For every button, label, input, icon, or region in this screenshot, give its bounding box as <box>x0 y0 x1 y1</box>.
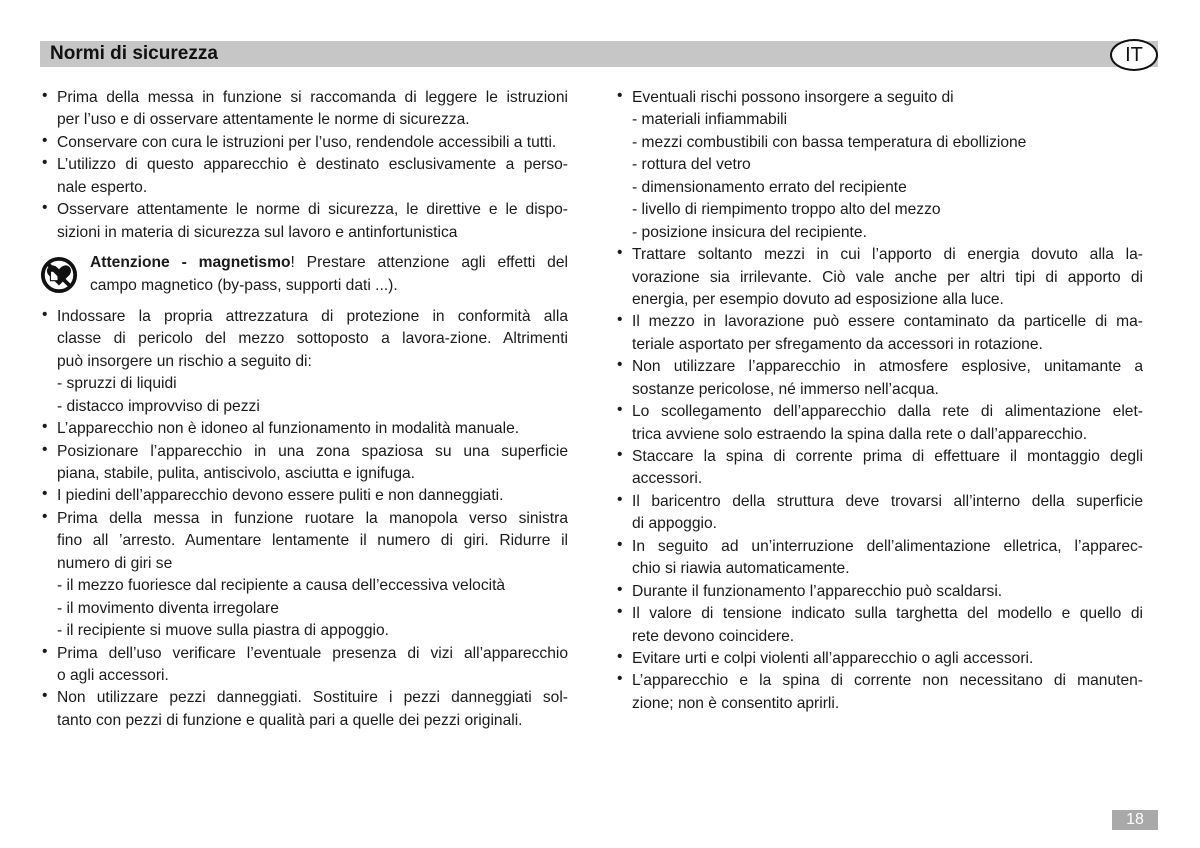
list-item-line: nale esperto. <box>57 178 148 196</box>
bullet-list <box>615 87 1143 715</box>
warning-line: campo magnetico (by-pass, supporti dati ...). <box>90 276 398 294</box>
bullet-icon: • <box>42 305 48 323</box>
list-item-line: - distacco improvviso di pezzi <box>57 397 260 415</box>
bullet-icon: • <box>617 490 623 508</box>
list-item-line: - mezzi combustibili con bassa temperatura di ebollizione <box>632 133 1027 151</box>
bullet-icon: • <box>617 356 623 374</box>
list-item-line: numero di giri se <box>57 554 173 572</box>
bullet-icon: • <box>42 440 48 458</box>
list-item-line: Evitare urti e colpi violenti all’apparecchio o agli accessori. <box>632 649 1034 667</box>
bullet-icon: • <box>617 535 623 553</box>
list-item-line: zione; non è consentito aprirli. <box>632 694 840 712</box>
list-item <box>40 643 568 688</box>
list-item <box>615 581 1143 603</box>
list-item <box>40 441 568 486</box>
list-item <box>615 491 1143 536</box>
list-item <box>40 418 568 440</box>
list-item-line: rete devono coincidere. <box>632 627 795 645</box>
magnetism-warning <box>40 252 568 297</box>
list-item-line: Non utilizzare pezzi danneggiati. Sostituire i pezzi danneggiati sol- <box>57 689 568 707</box>
list-item-line: di appoggio. <box>632 515 717 533</box>
warning-title: Attenzione - magnetismo <box>90 254 291 272</box>
right-column <box>615 87 1143 715</box>
bullet-icon: • <box>617 603 623 621</box>
list-item <box>615 603 1143 648</box>
list-item-line: Prima della messa in funzione si raccomanda di leggere le istruzioni <box>57 89 568 106</box>
bullet-list <box>40 306 568 732</box>
bullet-icon: • <box>617 580 623 598</box>
list-item-line: fino all ’arresto. Aumentare lentamente il numero di giri. Ridurre il <box>57 532 568 550</box>
warning-text: ! Prestare attenzione agli effetti del <box>290 254 568 272</box>
list-item-line: vorazione sia irrilevante. Ciò vale anche per altri tipi di apporto di <box>632 268 1143 286</box>
bullet-list <box>40 87 568 244</box>
list-item <box>615 670 1143 715</box>
list-item <box>40 508 568 643</box>
language-badge: IT <box>1110 39 1158 71</box>
list-item-line: Non utilizzare l’apparecchio in atmosfere esplosive, unitamante a <box>632 358 1143 376</box>
list-item-line: Prima della messa in funzione ruotare la manopola verso sinistra <box>57 509 568 527</box>
bullet-icon: • <box>617 647 623 665</box>
bullet-icon: • <box>42 131 48 149</box>
list-item-line: tanto con pezzi di funzione e qualità pari a quelle dei pezzi originali. <box>57 711 523 729</box>
list-item <box>40 485 568 507</box>
list-item-line: Il baricentro della struttura deve trovarsi all’interno della superficie <box>632 492 1143 510</box>
bullet-icon: • <box>617 670 623 688</box>
list-item <box>40 154 568 199</box>
list-item-line: Prima dell’uso verificare l’eventuale presenza di vizi all’apparecchio <box>57 644 568 662</box>
list-item-line: In seguito ad un’interruzione dell’alimentazione elletrica, l’apparec- <box>632 537 1143 555</box>
list-item-line: o agli accessori. <box>57 666 169 684</box>
bullet-icon: • <box>42 642 48 660</box>
list-item-line: Posizionare l’apparecchio in una zona spaziosa su una superficie <box>57 442 568 460</box>
list-item <box>615 356 1143 401</box>
page-number: 18 <box>1112 810 1158 830</box>
list-item-line: Osservare attentamente le norme di sicurezza, le direttive e le dispo- <box>57 201 568 219</box>
list-item <box>40 132 568 154</box>
left-column <box>40 87 568 732</box>
list-item-line: Lo scollegamento dell’apparecchio dalla rete di alimentazione elet- <box>632 403 1143 421</box>
bullet-icon: • <box>617 87 623 104</box>
list-item-line: - il recipiente si muove sulla piastra di appoggio. <box>57 622 389 640</box>
list-item-line: piana, stabile, pulita, antiscivolo, asciutta e ignifuga. <box>57 465 416 482</box>
list-item-line: per l’uso e di osservare attentamente le norme di sicurezza. <box>57 111 470 129</box>
bullet-icon: • <box>42 199 48 217</box>
list-item-line: classe di pericolo del mezzo sottoposto a lavora-zione. Altrimenti <box>57 330 568 348</box>
list-item-line: sizioni in materia di sicurezza sul lavoro e antinfortunistica <box>57 223 458 241</box>
list-item-line: L’apparecchio e la spina di corrente non necessitano di manuten- <box>632 672 1143 690</box>
list-item-line: energia, per esempio dovuto ad esposizione alla luce. <box>632 290 1004 308</box>
bullet-icon: • <box>42 485 48 503</box>
list-item-line: Conservare con cura le istruzioni per l’uso, rendendole accessibili a tutti. <box>57 133 557 151</box>
list-item-line: chio si riawia automaticamente. <box>632 560 850 578</box>
no-pacemaker-icon <box>40 256 78 294</box>
list-item-line: - rottura del vetro <box>632 156 751 174</box>
list-item-line: Durante il funzionamento l’apparecchio può scaldarsi. <box>632 582 1003 600</box>
list-item <box>615 648 1143 670</box>
list-item <box>615 536 1143 581</box>
list-item-line: - materiali infiammabili <box>632 111 788 129</box>
list-item-line: Il valore di tensione indicato sulla targhetta del modello e quello di <box>632 605 1143 623</box>
list-item-line: sostanze pericolose, né immerso nell’acqua. <box>632 380 939 398</box>
list-item-line: L’apparecchio non è idoneo al funzionamento in modalità manuale. <box>57 420 520 438</box>
list-item-line: Indossare la propria attrezzatura di protezione in conformità alla <box>57 307 568 325</box>
bullet-icon: • <box>42 87 48 104</box>
section-title: Normi di sicurezza <box>50 43 218 64</box>
list-item-line: - spruzzi di liquidi <box>57 375 177 393</box>
bullet-icon: • <box>42 418 48 436</box>
list-item-line: - posizione insicura del recipiente. <box>632 223 867 241</box>
bullet-icon: • <box>617 311 623 329</box>
bullet-icon: • <box>617 401 623 419</box>
list-item-line: teriale asportato per sfregamento da accessori in rotazione. <box>632 335 1043 353</box>
list-item-line: L’utilizzo di questo apparecchio è destinato esclusivamente a perso- <box>57 156 568 174</box>
list-item-line: Eventuali rischi possono insorgere a seguito di <box>632 89 954 106</box>
section-header-bar <box>40 41 1158 67</box>
bullet-icon: • <box>617 244 623 262</box>
list-item-line: - livello di riempimento troppo alto del mezzo <box>632 201 941 219</box>
warning-line <box>90 252 568 274</box>
bullet-icon: • <box>42 154 48 172</box>
list-item-line: I piedini dell’apparecchio devono essere puliti e non danneggiati. <box>57 487 504 505</box>
list-item-line: Il mezzo in lavorazione può essere contaminato da particelle di ma- <box>632 313 1143 331</box>
list-item-line: - il movimento diventa irregolare <box>57 599 279 617</box>
list-item-line: - il mezzo fuoriesce dal recipiente a causa dell’eccessiva velocità <box>57 577 506 595</box>
bullet-icon: • <box>42 507 48 525</box>
list-item <box>40 687 568 732</box>
list-item-line: trica avviene solo estraendo la spina dalla rete o dall’apparecchio. <box>632 425 1088 443</box>
list-item-line: Staccare la spina di corrente prima di effettuare il montaggio degli <box>632 448 1143 465</box>
bullet-icon: • <box>617 446 623 463</box>
bullet-icon: • <box>42 687 48 705</box>
list-item <box>615 401 1143 446</box>
list-item <box>615 244 1143 311</box>
list-item <box>615 446 1143 491</box>
list-item-line: Trattare soltanto mezzi in cui l’apporto di energia dovuto alla la- <box>632 246 1143 264</box>
list-item <box>40 87 568 132</box>
list-item-line: - dimensionamento errato del recipiente <box>632 178 907 196</box>
list-item-line: accessori. <box>632 470 703 488</box>
list-item <box>40 306 568 418</box>
list-item <box>615 87 1143 244</box>
list-item <box>40 199 568 244</box>
list-item-line: può insorgere un rischio a seguito di: <box>57 352 312 370</box>
list-item <box>615 311 1143 356</box>
